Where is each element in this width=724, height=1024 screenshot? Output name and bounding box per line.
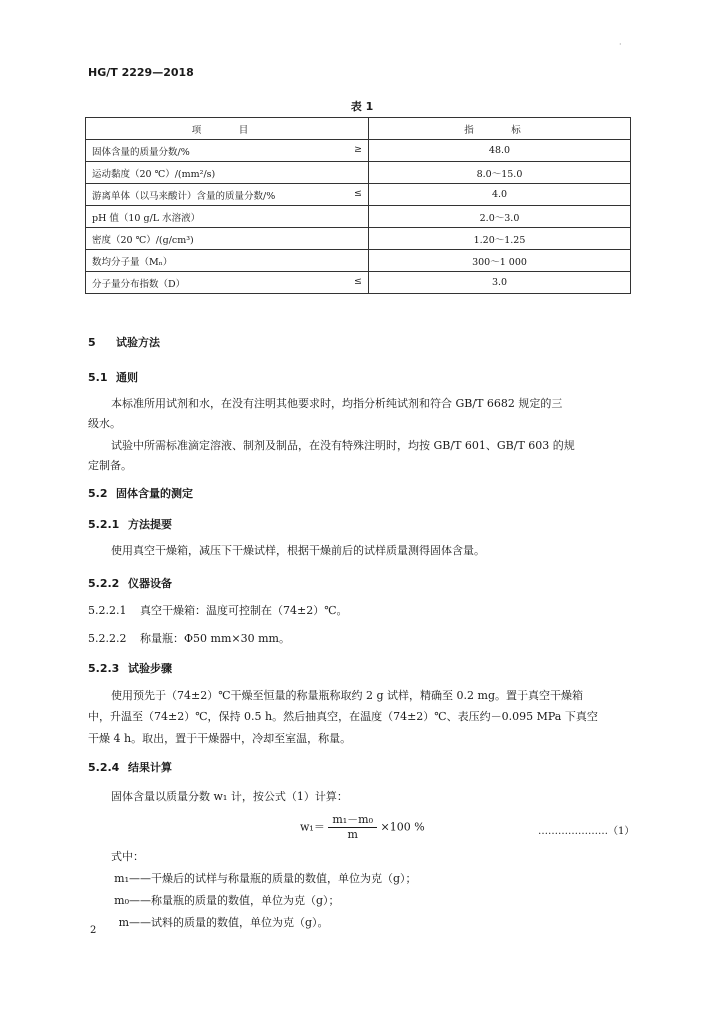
- clause-number: 5.2.2.2: [88, 632, 127, 645]
- item-label: 固体含量的质量分数/%: [92, 146, 190, 158]
- equation-number: …………………（1）: [538, 826, 635, 837]
- section-number: 5.2.1: [88, 518, 120, 531]
- definition-text: ——试料的质量的数值，单位为克（g）。: [129, 916, 329, 929]
- table-cell-value: 300～1 000: [369, 250, 631, 272]
- item-label: 数均分子量（Mₙ）: [92, 256, 173, 268]
- section-number: 5: [88, 336, 96, 349]
- table-cell-item: [86, 250, 369, 272]
- paragraph-line: 使用预先于（74±2）℃干燥至恒量的称量瓶称取约 2 g 试样，精确至 0.2 mg。置于真空干燥箱: [111, 689, 584, 702]
- section-title: 方法提要: [128, 518, 172, 531]
- comparison-symbol: ≤: [354, 187, 362, 199]
- table-cell-value: 8.0～15.0: [369, 162, 631, 184]
- table-header-row: [86, 118, 631, 140]
- section-5-2-2-heading: [88, 575, 172, 591]
- section-5-2-1-heading: [88, 516, 172, 532]
- formula-numerator: m₁－m₀: [328, 813, 377, 828]
- section-title: 固体含量的测定: [116, 487, 193, 500]
- section-number: 5.2.2: [88, 577, 120, 590]
- paragraph-line: 使用真空干燥箱，减压下干燥试样，根据干燥前后的试样质量测得固体含量。: [111, 544, 485, 557]
- table-cell-item: [86, 184, 369, 206]
- definition-text: ——称量瓶的质量的数值，单位为克（g）；: [129, 894, 340, 907]
- col-item-header: 项 目: [86, 118, 369, 140]
- section-5-2-3-heading: [88, 660, 172, 676]
- table-cell-item: [86, 272, 369, 294]
- table-caption: 表 1: [350, 100, 374, 113]
- col-value-header: 指 标: [369, 118, 631, 140]
- table-row: [86, 272, 631, 294]
- clause-number: 5.2.2.1: [88, 604, 127, 617]
- section-number: 5.2: [88, 487, 108, 500]
- table-row: [86, 162, 631, 184]
- section-5-heading: [88, 334, 160, 350]
- formula-lhs: w₁＝: [300, 820, 325, 834]
- table-cell-value: 48.0: [369, 140, 631, 162]
- section-title: 仪器设备: [128, 577, 172, 590]
- table-cell-item: [86, 162, 369, 184]
- definition-symbol: m₀: [114, 894, 129, 907]
- paragraph-line: 试验中所需标准滴定溶液、制剂及制品，在没有特殊注明时，均按 GB/T 601、GB/T 603 的规: [111, 439, 575, 452]
- where-label: 式中：: [111, 850, 144, 863]
- table-cell-item: [86, 140, 369, 162]
- clause-5-2-2-2: [88, 628, 290, 650]
- paragraph-line: 本标准所用试剂和水，在没有注明其他要求时，均指分析纯试剂和符合 GB/T 6682 规定的三: [111, 397, 563, 410]
- clause-5-2-2-1: [88, 600, 348, 622]
- formula-fraction: [328, 813, 377, 842]
- section-number: 5.2.3: [88, 662, 120, 675]
- table-row: [86, 228, 631, 250]
- definition-item: [111, 868, 417, 890]
- section-5-2-4-heading: [88, 759, 172, 775]
- definition-item: [111, 912, 417, 934]
- table-cell-value: 2.0～3.0: [369, 206, 631, 228]
- section-title: 试验方法: [116, 336, 160, 349]
- table-row: [86, 140, 631, 162]
- clause-text: 称量瓶：Φ50 mm×30 mm。: [140, 632, 290, 645]
- paragraph-line: 中，升温至（74±2）℃，保持 0.5 h。然后抽真空，在温度（74±2）℃、表压约－0.095 MPa 下真空: [88, 710, 598, 723]
- page-number: 2: [90, 925, 97, 936]
- spec-table: [85, 117, 631, 294]
- paragraph-line: 干燥 4 h。取出，置于干燥器中，冷却至室温，称量。: [88, 732, 352, 745]
- paragraph-line: 级水。: [88, 417, 121, 430]
- section-number: 5.1: [88, 371, 108, 384]
- table-row: [86, 184, 631, 206]
- item-label: 分子量分布指数（D）: [92, 278, 186, 290]
- symbol-definitions: [111, 868, 417, 934]
- section-5-1-heading: [88, 369, 138, 385]
- item-label: 运动黏度（20 ℃）/(mm²/s): [92, 168, 216, 180]
- section-title: 通则: [116, 371, 138, 384]
- formula-denominator: m: [347, 828, 358, 841]
- definition-symbol: m: [118, 916, 129, 929]
- item-label: pH 值（10 g/L 水溶液）: [92, 212, 201, 224]
- section-number: 5.2.4: [88, 761, 120, 774]
- item-label: 密度（20 ℃）/(g/cm³): [92, 234, 194, 246]
- table-row: [86, 250, 631, 272]
- comparison-symbol: ≥: [354, 143, 362, 155]
- formula: [300, 813, 425, 842]
- corner-mark: ·: [619, 40, 622, 49]
- definition-text: ——干燥后的试样与称量瓶的质量的数值，单位为克（g）；: [129, 872, 417, 885]
- paragraph-line: 固体含量以质量分数 w₁ 计，按公式（1）计算：: [111, 790, 348, 803]
- formula-rhs: ×100 %: [380, 820, 425, 834]
- item-label: 游离单体（以马来酸计）含量的质量分数/%: [92, 190, 276, 202]
- comparison-symbol: ≤: [354, 275, 362, 287]
- table-row: [86, 206, 631, 228]
- standard-number: HG/T 2229—2018: [88, 66, 194, 79]
- section-title: 试验步骤: [128, 662, 172, 675]
- table-cell-item: [86, 228, 369, 250]
- section-5-2-heading: [88, 485, 193, 501]
- table-cell-value: 4.0: [369, 184, 631, 206]
- clause-text: 真空干燥箱：温度可控制在（74±2）℃。: [140, 604, 348, 617]
- table-cell-value: 3.0: [369, 272, 631, 294]
- table-cell-value: 1.20～1.25: [369, 228, 631, 250]
- paragraph-line: 定制备。: [88, 459, 132, 472]
- section-title: 结果计算: [128, 761, 172, 774]
- definition-item: [111, 890, 417, 912]
- table-cell-item: [86, 206, 369, 228]
- definition-symbol: m₁: [114, 872, 129, 885]
